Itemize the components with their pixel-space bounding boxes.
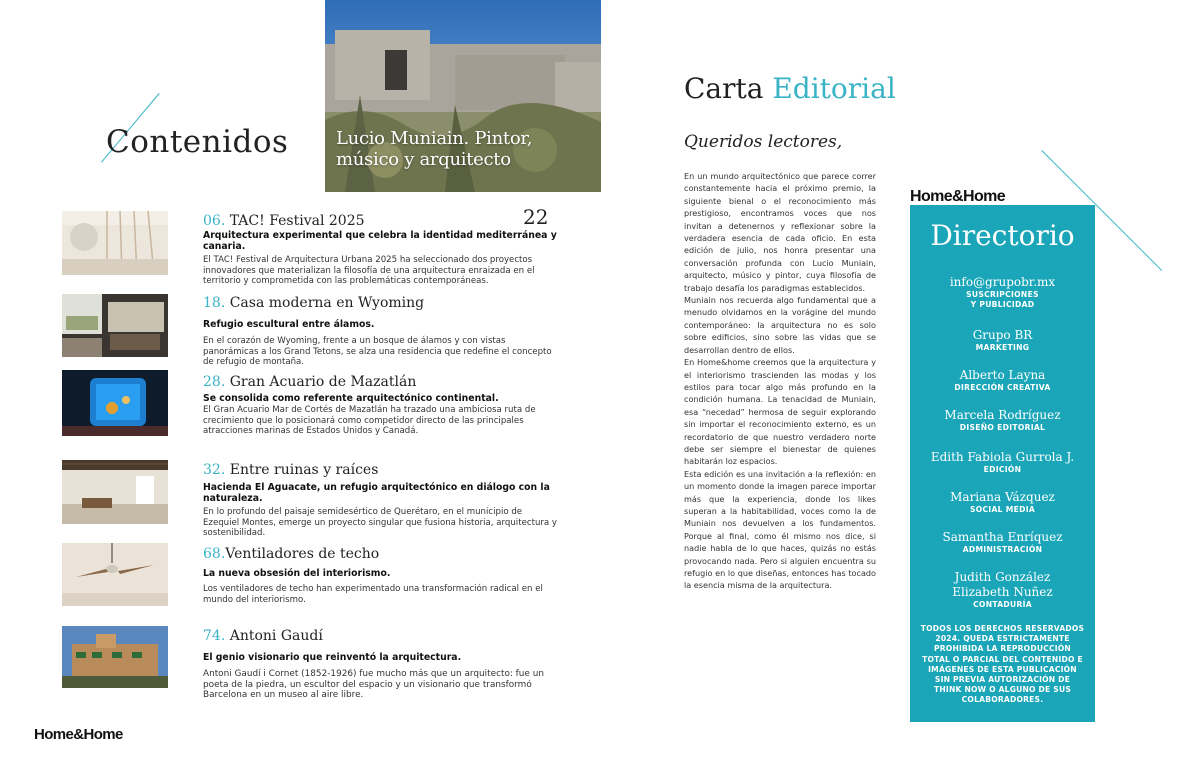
toc-entry-heading: 06. TAC! Festival 2025	[203, 213, 365, 229]
directory-logo: Home&Home	[910, 188, 1006, 205]
toc-entry-subtitle: El genio visionario que reinventó la arquitectura.	[203, 652, 462, 663]
directory-name: Grupo BR	[972, 328, 1033, 342]
toc-entry-subtitle: Hacienda El Aguacate, un refugio arquitectónico en diálogo con la naturaleza.	[203, 482, 550, 504]
directory-role: CONTADURÍA	[973, 600, 1032, 609]
toc-entry[interactable]	[203, 628, 558, 701]
toc-entry[interactable]	[203, 213, 558, 287]
directory-role: SOCIAL MEDIA	[969, 505, 1036, 514]
thumbnail-tac-festival	[62, 211, 168, 275]
thumbnail-hacienda	[62, 460, 168, 524]
directory-entry	[910, 328, 1095, 353]
directory-name: Judith González Elizabeth Nuñez	[952, 570, 1053, 599]
thumbnail-gaudi	[62, 626, 168, 688]
directory-name: Edith Fabiola Gurrola J.	[930, 450, 1075, 464]
directory-role: DISEÑO EDITORIAL	[959, 423, 1046, 432]
directory-entry	[910, 530, 1095, 555]
directory-entry	[910, 408, 1095, 433]
editorial-paragraph: En un mundo arquitectónico que parece correr constantemente hacia el próximo premio, la siguiente bienal o el reconocimiento más prestigioso, encontramos voces que nos invitan a detenernos y reflexionar sobre la verdadera esencia de cada oficio. En esta edición de julio, nos honra presentar una conversación profunda con Lucio Muniain, arquitecto, músico y pintor, cuya filosofía de trabajo desafía los paradigmas establecidos.	[684, 171, 876, 293]
directory-role: SUSCRIPCIONES Y PUBLICIDAD	[966, 290, 1039, 309]
toc-entry-summary: Antoni Gaudí i Cornet (1852-1926) fue mucho más que un arquitecto: fue un poeta de la piedra, un escultor del espacio y un visionario que transformó Barcelona en un museo al aire libre.	[203, 669, 544, 700]
toc-entry-heading: 74. Antoni Gaudí	[203, 628, 323, 644]
directory-name: Samantha Enríquez	[942, 530, 1063, 544]
rights-notice: TODOS LOS DERECHOS RESERVADOS 2024. QUEDA ESTRICTAMENTE PROHIBIDA LA REPRODUCCIÓN TOTAL O PARCIAL DEL CONTENIDO E IMÁGENES DE ESTA PUBLICACIÓN SIN PREVIA AUTORIZACIÓN DE THINK NOW O ALGUNO DE SUS COLABORADORES.	[920, 624, 1085, 705]
editorial-body	[684, 170, 876, 592]
page-title: Contenidos	[106, 124, 289, 160]
toc-entry-subtitle: La nueva obsesión del interiorismo.	[203, 568, 391, 579]
toc-entry-summary: En el corazón de Wyoming, frente a un bosque de álamos y con vistas panorámicas a los Grand Tetons, se alza una residencia que redefine el concepto de refugio de montaña.	[203, 336, 552, 367]
directory-entry	[910, 450, 1095, 475]
thumbnail-wyoming	[62, 294, 168, 357]
toc-entry[interactable]	[203, 295, 558, 368]
directory-panel	[910, 205, 1095, 722]
toc-entry-heading: 28. Gran Acuario de Mazatlán	[203, 374, 417, 390]
directory-title: Directorio	[930, 219, 1075, 252]
editorial-greeting: Queridos lectores,	[684, 132, 843, 152]
directory-role: EDICIÓN	[983, 465, 1022, 474]
directory-role: ADMINISTRACIÓN	[962, 545, 1043, 554]
toc-entry-summary: El TAC! Festival de Arquitectura Urbana 2025 ha seleccionado dos proyectos innovadores que materializan la filosofía de una arquitectura enraizada en el territorio y comprometida con las problemáticas contemporáneas.	[203, 255, 535, 286]
directory-name[interactable]: info@grupobr.mx	[949, 275, 1056, 289]
directory-name: Alberto Layna	[959, 368, 1046, 382]
directory-entry	[910, 490, 1095, 515]
toc-entry-summary: El Gran Acuario Mar de Cortés de Mazatlán ha trazado una ambiciosa ruta de crecimiento que lo posicionará como competidor directo de las principales atracciones marinas de Estados Unidos y Canadá.	[203, 405, 536, 436]
thumbnail-acuario	[62, 370, 168, 436]
directory-name: Mariana Vázquez	[950, 490, 1055, 504]
brand-logo: Home&Home	[34, 726, 123, 743]
toc-entry-subtitle: Refugio escultural entre álamos.	[203, 319, 375, 330]
feature-page-number: 22	[523, 205, 549, 229]
toc-entry[interactable]	[203, 374, 558, 437]
toc-entry-heading: 32. Entre ruinas y raíces	[203, 462, 379, 478]
toc-entry-subtitle: Se consolida como referente arquitectónico continental.	[203, 393, 499, 404]
editorial-paragraph: Esta edición es una invitación a la reflexión: en un momento donde la imagen parece importar más que la experiencia, donde los likes superan a la habitabilidad, voces como la de Muniain nos devuelven a los fundamentos. Porque al final, como él mismo nos dice, si nadie habla de lo que haces, quizás no estás provocando nada. Pero si alguien encuentra su refugio en lo que diseñas, entonces has tocado la esencia misma de la arquitectura.	[684, 468, 876, 591]
thumbnail-ventiladores	[62, 543, 168, 606]
toc-entry[interactable]	[203, 546, 558, 605]
toc-entry-summary: Los ventiladores de techo han experimentado una transformación radical en el mundo del interiorismo.	[203, 584, 543, 605]
toc-entry[interactable]	[203, 462, 558, 539]
directory-name: Marcela Rodríguez	[944, 408, 1061, 422]
toc-entry-heading: 68.Ventiladores de techo	[203, 546, 380, 562]
editorial-paragraph: Muniain nos recuerda algo fundamental que a menudo olvidamos en la vorágine del mundo contemporáneo: la arquitectura no es solo sobre edificios, sino sobre las vidas que se desarrollan dentro de ellos.	[684, 295, 876, 355]
toc-entry-summary: En lo profundo del paisaje semidesértico de Querétaro, en el municipio de Ezequiel Montes, emerge un proyecto singular que fusiona historia, arquitectura y sostenibilidad.	[203, 507, 558, 538]
toc-entry-heading: 18. Casa moderna en Wyoming	[203, 295, 425, 311]
editorial-paragraph: En Home&home creemos que la arquitectura y el interiorismo trascienden las modas y los estilos para tocar algo más profundo en la condición humana. La tenacidad de Muniain, esa “necedad” hermosa de seguir explorando sin importar el reconocimiento externo, es un recordatorio de que nuestro verdadero norte debe ser siempre el bienestar de quienes habitarán loz espacios.	[684, 357, 876, 467]
directory-entry	[910, 570, 1095, 610]
toc-entry-subtitle: Arquitectura experimental que celebra la identidad mediterránea y canaria.	[203, 230, 557, 252]
directory-entry	[910, 275, 1095, 310]
directory-role: MARKETING	[975, 343, 1030, 352]
directory-entry	[910, 368, 1095, 393]
editorial-title: Carta Editorial	[684, 72, 896, 105]
directory-role: DIRECCIÓN CREATIVA	[954, 383, 1051, 392]
feature-caption: Lucio Muniain. Pintor, músico y arquitecto	[336, 128, 533, 170]
